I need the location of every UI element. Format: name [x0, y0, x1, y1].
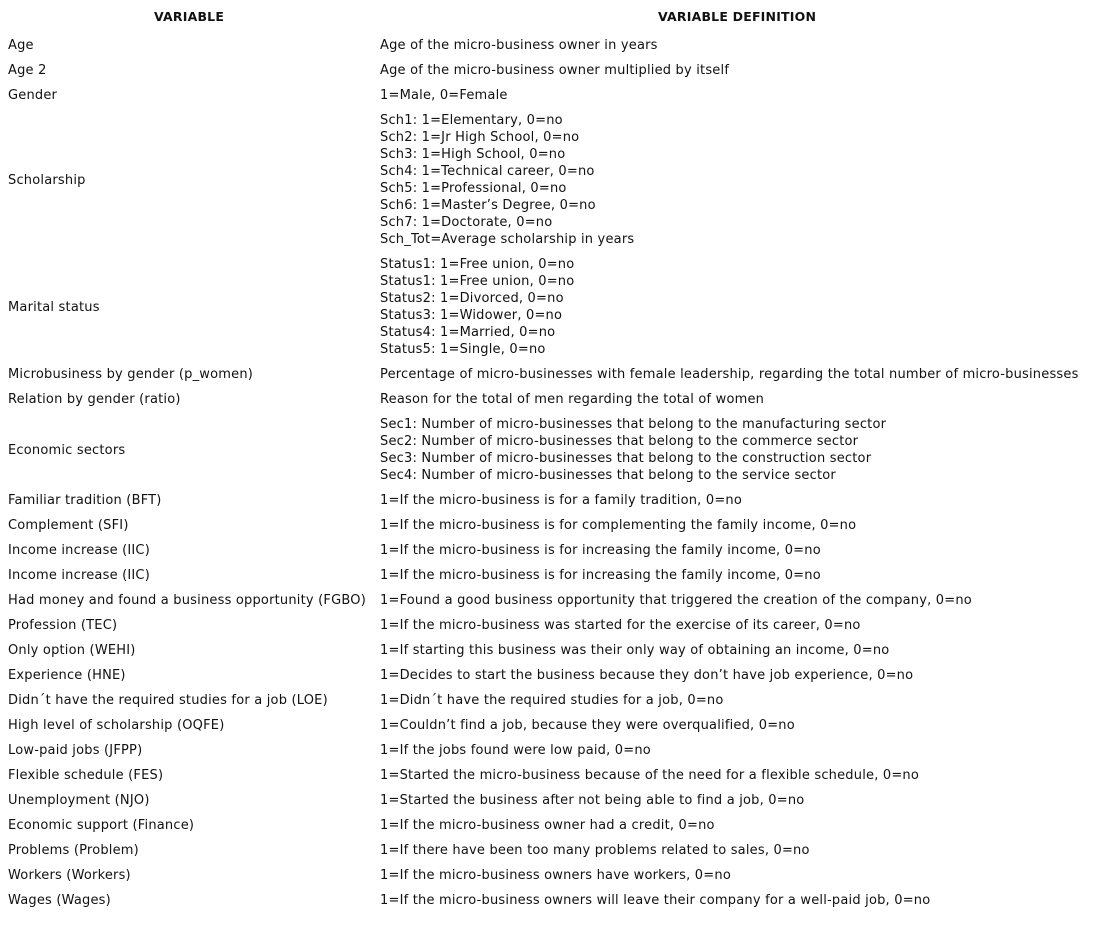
variable-name-cell: Only option (WEHI): [8, 643, 136, 658]
definition-line: 1=Didn´t have the required studies for a job, 0=no: [380, 693, 724, 708]
variable-name-cell: Economic support (Finance): [8, 818, 195, 833]
variable-definition-cell: [372, 362, 1106, 387]
definition-line: 1=If the micro-business is for increasing the family income, 0=no: [380, 543, 821, 558]
definition-line: 1=If the micro-business owner had a credit, 0=no: [380, 818, 715, 833]
definition-line: Sec1: Number of micro-businesses that belong to the manufacturing sector: [380, 417, 887, 432]
definition-line: Percentage of micro-businesses with female leadership, regarding the total number of micro-businesses: [380, 367, 1079, 382]
definition-line: Status4: 1=Married, 0=no: [380, 325, 556, 340]
definition-line: 1=Male, 0=Female: [380, 88, 508, 103]
variable-definition-cell: [372, 838, 1106, 863]
variable-definition-cell: [372, 788, 1106, 813]
table-row: [0, 713, 1106, 738]
definition-line: Sec2: Number of micro-businesses that belong to the commerce sector: [380, 434, 859, 449]
definition-line: 1=If the micro-business is for complementing the family income, 0=no: [380, 518, 857, 533]
definition-line: Sch5: 1=Professional, 0=no: [380, 181, 567, 196]
definition-line: Sch6: 1=Master’s Degree, 0=no: [380, 198, 596, 213]
definition-line: Sch7: 1=Doctorate, 0=no: [380, 215, 553, 230]
variable-name-cell: Had money and found a business opportunity (FGBO): [8, 593, 366, 608]
variable-definition-cell: [372, 387, 1106, 412]
variable-definition-cell: [372, 863, 1106, 888]
definition-line: Age of the micro-business owner in years: [380, 38, 658, 53]
variable-name-cell: Profession (TEC): [8, 618, 118, 633]
variable-name-cell: Income increase (IIC): [8, 543, 150, 558]
column-header-definition: VARIABLE DEFINITION: [658, 9, 817, 24]
variable-name-cell: Gender: [8, 88, 58, 103]
variable-name-cell: Unemployment (NJO): [8, 793, 150, 808]
variable-definition-cell: [372, 888, 1106, 913]
definition-line: 1=If starting this business was their only way of obtaining an income, 0=no: [380, 643, 890, 658]
variable-name-cell: Age 2: [8, 63, 47, 78]
header-row: [0, 0, 1106, 33]
definition-line: Sch4: 1=Technical career, 0=no: [380, 164, 595, 179]
variable-definition-cell: [372, 688, 1106, 713]
variable-name-cell: Workers (Workers): [8, 868, 131, 883]
variable-name-cell: Didn´t have the required studies for a job (LOE): [8, 693, 328, 708]
definition-line: Sec4: Number of micro-businesses that belong to the service sector: [380, 468, 836, 483]
variable-definition-cell: [372, 538, 1106, 563]
variable-name-cell: Low-paid jobs (JFPP): [8, 743, 143, 758]
definition-line: Age of the micro-business owner multiplied by itself: [380, 63, 730, 78]
variable-definition-cell: [372, 563, 1106, 588]
variable-definition-cell: [372, 58, 1106, 83]
table-row: [0, 613, 1106, 638]
variable-name-cell: Relation by gender (ratio): [8, 392, 181, 407]
variable-definition-cell: [372, 108, 1106, 252]
variable-name-cell: Age: [8, 38, 34, 53]
definition-line: Sch3: 1=High School, 0=no: [380, 147, 566, 162]
variable-definition-cell: [372, 412, 1106, 488]
variable-definition-cell: [372, 588, 1106, 613]
definition-line: 1=If the micro-business owners have workers, 0=no: [380, 868, 731, 883]
table-row: [0, 33, 1106, 58]
variable-name-cell: Flexible schedule (FES): [8, 768, 164, 783]
definition-line: 1=If the micro-business was started for the exercise of its career, 0=no: [380, 618, 861, 633]
definition-line: 1=Started the business after not being able to find a job, 0=no: [380, 793, 805, 808]
table-row: [0, 108, 1106, 252]
table-row: [0, 763, 1106, 788]
definition-line: Sch_Tot=Average scholarship in years: [380, 232, 635, 247]
variable-definition-cell: [372, 763, 1106, 788]
definition-line: Sec3: Number of micro-businesses that belong to the construction sector: [380, 451, 872, 466]
table-row: [0, 688, 1106, 713]
definition-line: Status2: 1=Divorced, 0=no: [380, 291, 564, 306]
table-row: [0, 83, 1106, 108]
table-row: [0, 362, 1106, 387]
table-row: [0, 538, 1106, 563]
column-header-variable: VARIABLE: [154, 9, 225, 24]
table-row: [0, 588, 1106, 613]
definition-line: Reason for the total of men regarding the total of women: [380, 392, 765, 407]
table-row: [0, 638, 1106, 663]
variable-name-cell: Wages (Wages): [8, 893, 111, 908]
definition-line: Status1: 1=Free union, 0=no: [380, 257, 575, 272]
variable-definition-cell: [372, 813, 1106, 838]
definition-line: 1=If the micro-business is for a family tradition, 0=no: [380, 493, 743, 508]
table-row: [0, 488, 1106, 513]
variable-name-cell: Complement (SFI): [8, 518, 129, 533]
definition-line: Status5: 1=Single, 0=no: [380, 342, 546, 357]
variable-name-cell: Scholarship: [8, 172, 86, 188]
variable-definition-cell: [372, 513, 1106, 538]
variable-definition-cell: [372, 83, 1106, 108]
variable-name-cell: Problems (Problem): [8, 843, 139, 858]
variable-definition-cell: [372, 613, 1106, 638]
variable-name-cell: Economic sectors: [8, 442, 126, 458]
table-row: [0, 813, 1106, 838]
variable-name-cell: Microbusiness by gender (p_women): [8, 367, 254, 382]
table-row: [0, 788, 1106, 813]
variable-definition-cell: [372, 738, 1106, 763]
table-row: [0, 58, 1106, 83]
definition-line: 1=Started the micro-business because of the need for a flexible schedule, 0=no: [380, 768, 920, 783]
variable-definition-cell: [372, 713, 1106, 738]
definition-line: Sch1: 1=Elementary, 0=no: [380, 113, 563, 128]
table-row: [0, 663, 1106, 688]
definition-line: 1=If the micro-business owners will leave their company for a well-paid job, 0=no: [380, 893, 931, 908]
variable-name-cell: Marital status: [8, 299, 100, 315]
table-row: [0, 252, 1106, 362]
table-row: [0, 738, 1106, 763]
table-row: [0, 563, 1106, 588]
definition-line: Status1: 1=Free union, 0=no: [380, 274, 575, 289]
table-row: [0, 513, 1106, 538]
table-row: [0, 888, 1106, 913]
definition-line: 1=Couldn’t find a job, because they were overqualified, 0=no: [380, 718, 795, 733]
definition-line: 1=If there have been too many problems related to sales, 0=no: [380, 843, 810, 858]
variable-definition-cell: [372, 33, 1106, 58]
table-row: [0, 863, 1106, 888]
variable-definition-cell: [372, 252, 1106, 362]
table-body: [0, 33, 1106, 913]
definition-line: 1=Found a good business opportunity that triggered the creation of the company, 0=no: [380, 593, 972, 608]
variable-name-cell: Familiar tradition (BFT): [8, 493, 162, 508]
variable-definition-cell: [372, 488, 1106, 513]
table-row: [0, 838, 1106, 863]
variable-definition-cell: [372, 663, 1106, 688]
definition-line: 1=If the micro-business is for increasing the family income, 0=no: [380, 568, 821, 583]
variable-name-cell: Income increase (IIC): [8, 568, 150, 583]
table-row: [0, 412, 1106, 488]
variable-name-cell: Experience (HNE): [8, 668, 126, 683]
definition-line: Sch2: 1=Jr High School, 0=no: [380, 130, 580, 145]
variable-name-cell: High level of scholarship (OQFE): [8, 718, 225, 733]
table-row: [0, 387, 1106, 412]
variable-definition-cell: [372, 638, 1106, 663]
definition-line: Status3: 1=Widower, 0=no: [380, 308, 563, 323]
definition-line: 1=Decides to start the business because they don’t have job experience, 0=no: [380, 668, 914, 683]
definition-line: 1=If the jobs found were low paid, 0=no: [380, 743, 651, 758]
